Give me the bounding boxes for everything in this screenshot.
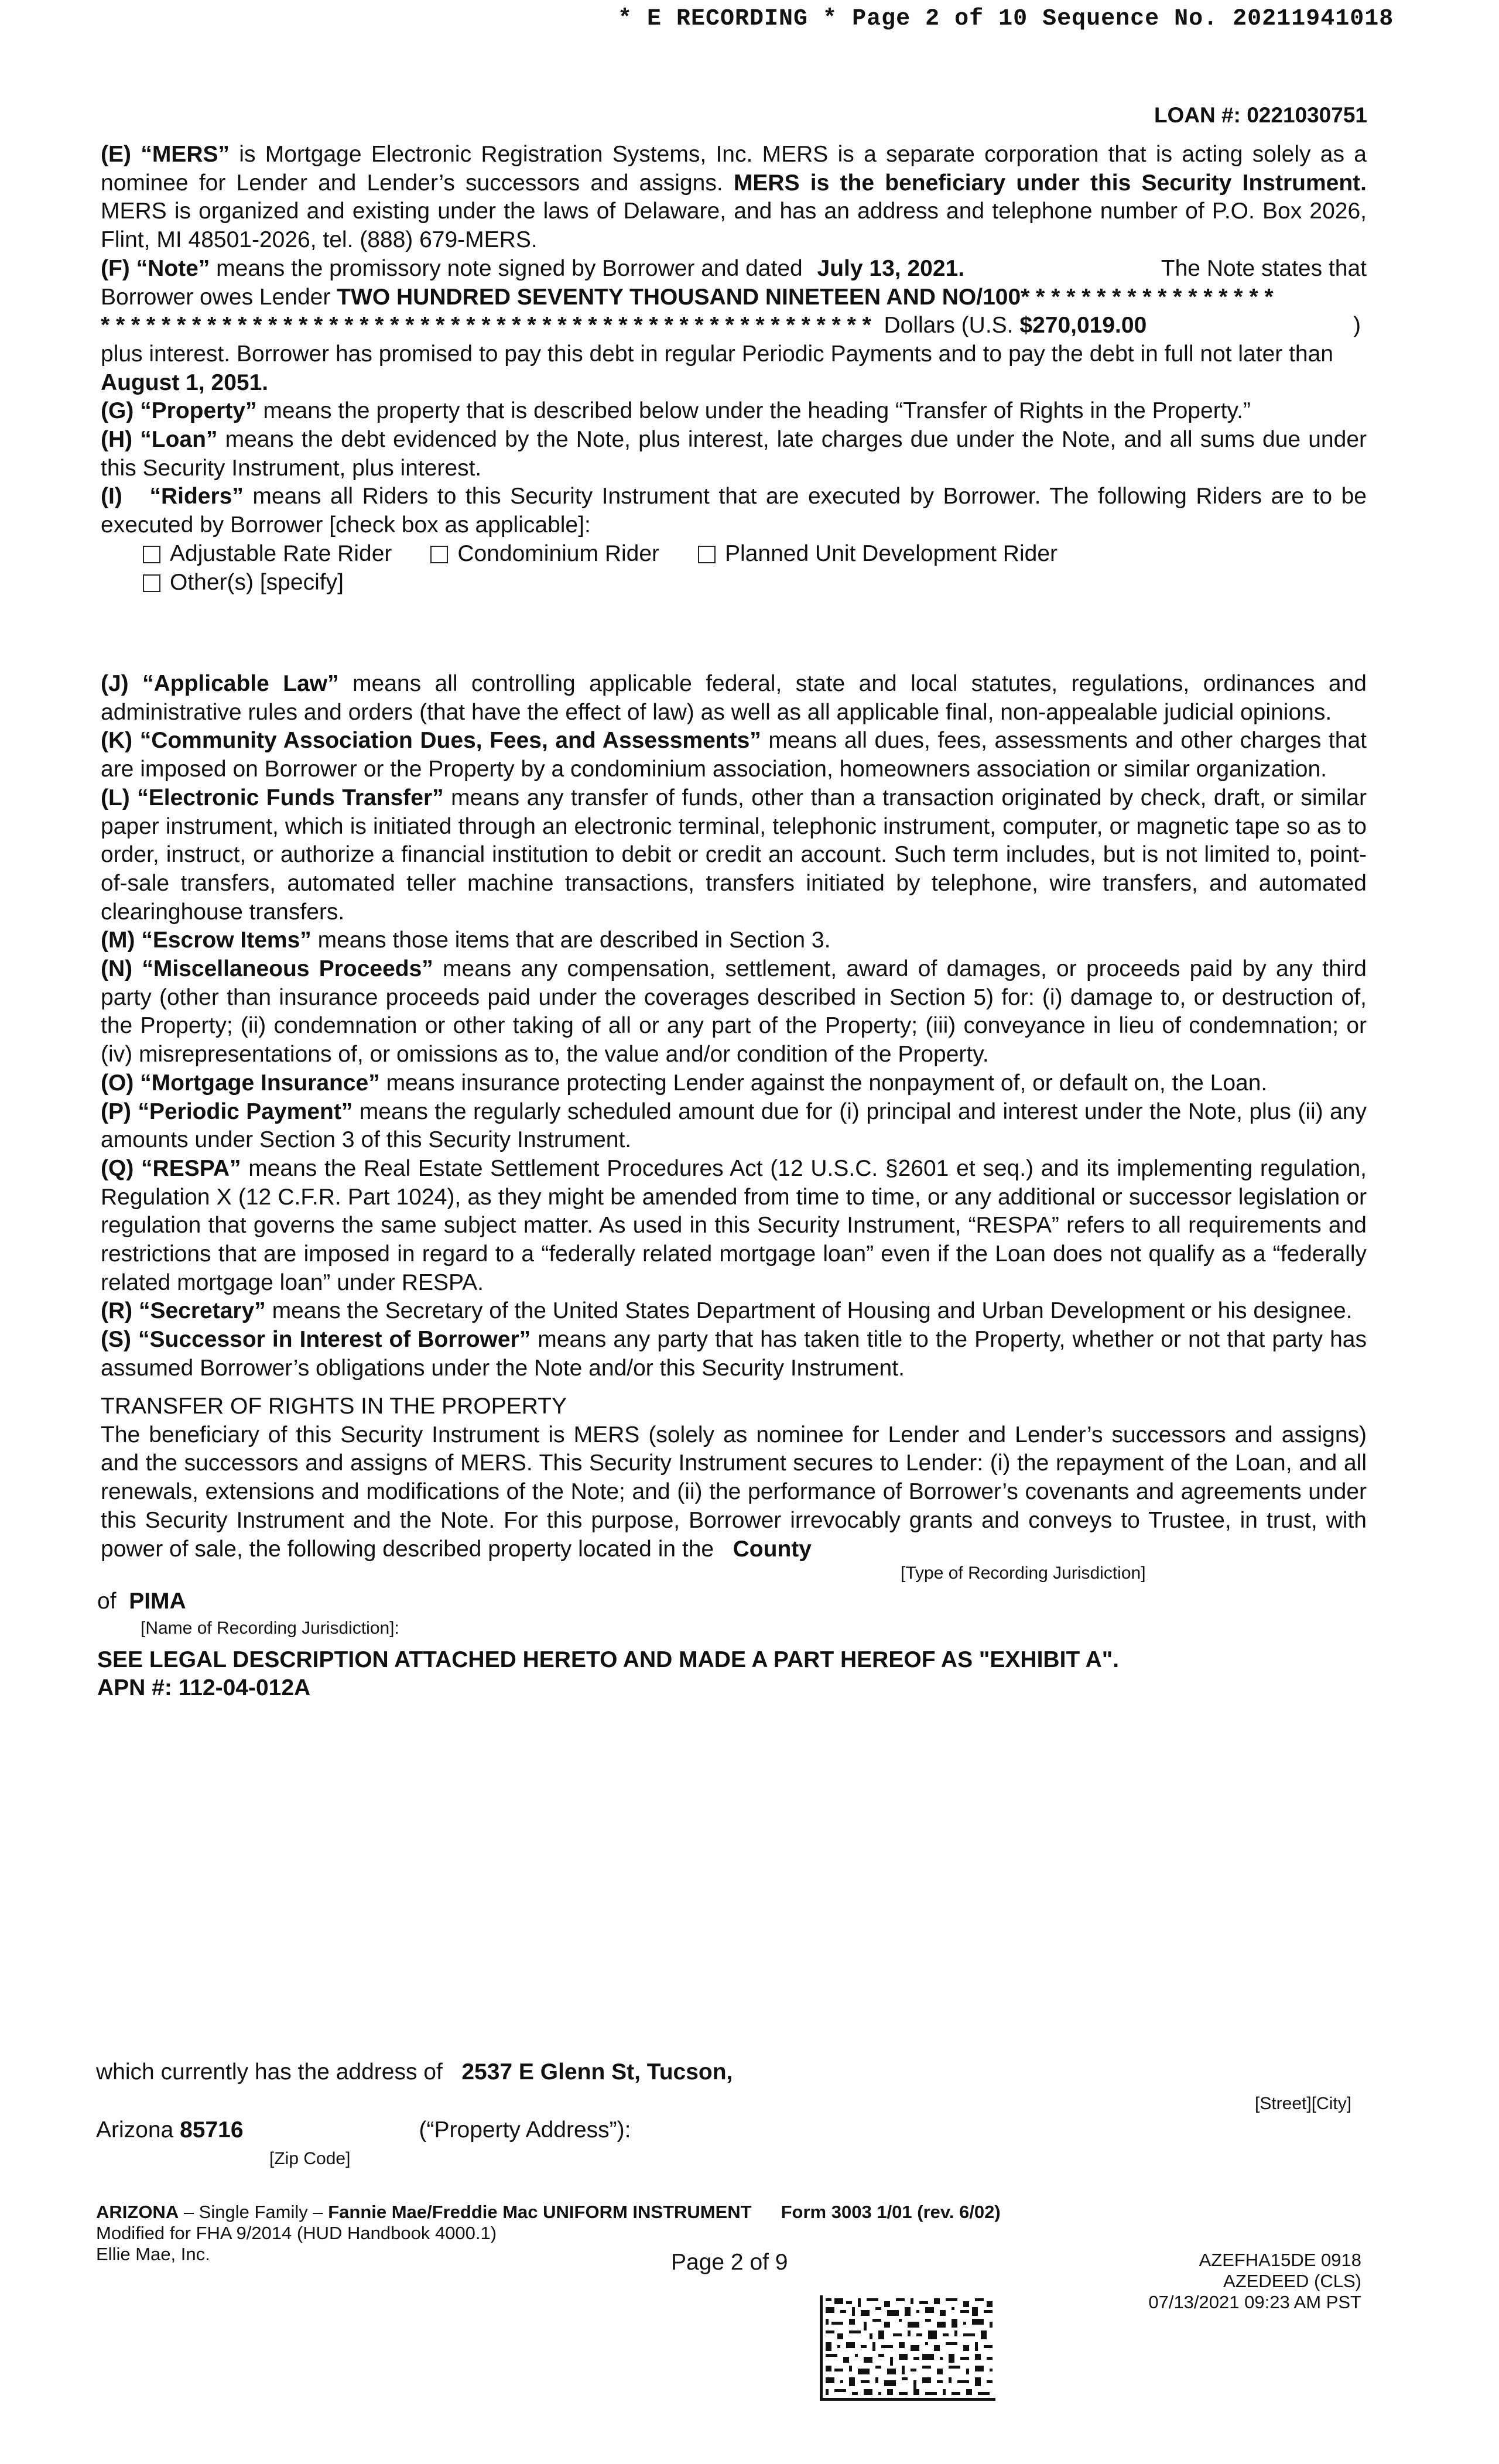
definition-n: (N) “Miscellaneous Proceeds” means any compensation, settlement, award of damages, or proceeds paid by any third party (other than insurance proceeds paid under the coverages described in Section 5) for: (i) damage to, or destruction of, the Property; (ii) condemnation or other taking of all or any part of the Property; (iii) conveyance in lieu of condemnation; or (iv) misrepresentations of, or omissions as to, the value and/or condition of the Property. [101,956,1367,1067]
jurisdiction-name-label: [Name of Recording Jurisdiction]: [141,1618,399,1638]
definition-q: (Q) “RESPA” means the Real Estate Settlement Procedures Act (12 U.S.C. §2601 et seq.) and its implementing regulation, Regulation X (12 C.F.R. Part 1024), as they might be amended from time to time, or any additional or successor legislation or regulation that governs the same subject matter. As used in this Security Instrument, “RESPA” refers to all requirements and restrictions that are imposed in regard to a “federally related mortgage loan” even if the Loan does not qualify as a “federally related mortgage loan” under RESPA. [101,1155,1367,1295]
recording-header: * E RECORDING * Page 2 of 10 Sequence No. 20211941018 [618,6,1394,32]
definition-m: (M) “Escrow Items” means those items that are described in Section 3. [101,928,831,953]
riders-checklist [101,540,1367,597]
transfer-section [101,1392,1367,1563]
zip-code-label: [Zip Code] [269,2149,351,2168]
rider-condominium[interactable]: Condominium Rider [430,540,659,569]
definition-g: (G) “Property” means the property that is described below under the heading “Transfer of Rights in the Property.” [101,398,1251,424]
definition-i: (I) “Riders” means all Riders to this Security Instrument that are executed by Borrower. The following Riders are to be executed by Borrower [check box as applicable]: [101,484,1367,538]
definition-k: (K) “Community Association Dues, Fees, and Assessments” means all dues, fees, assessments and other charges that are imposed on Borrower or the Property by a condominium association, homeowners association or similar organization. [101,728,1367,782]
checkbox-icon[interactable] [698,546,716,563]
definition-p: (P) “Periodic Payment” means the regularly scheduled amount due for (i) principal and interest under the Note, plus (ii) any amounts under Section 3 of this Security Instrument. [101,1098,1367,1153]
jurisdiction-of: of PIMA [97,1589,186,1614]
rider-adjustable[interactable]: Adjustable Rate Rider [143,540,392,569]
definition-r: (R) “Secretary” means the Secretary of the United States Department of Housing and Urban Development or his designee. [101,1298,1353,1324]
street-city-label: [Street][City] [1255,2094,1352,2113]
legal-description: SEE LEGAL DESCRIPTION ATTACHED HERETO AND MADE A PART HEREOF AS "EXHIBIT A". APN #: 112-04-012A [97,1646,1119,1702]
page-number: Page 2 of 9 [671,2250,788,2275]
definition-h: (H) “Loan” means the debt evidenced by the Note, plus interest, late charges due under the Note, and all sums due under this Security Instrument, plus interest. [101,427,1367,481]
apn-number: APN #: 112-04-012A [97,1675,311,1700]
transfer-heading: TRANSFER OF RIGHTS IN THE PROPERTY [101,1394,567,1419]
footer-codes: AZEFHA15DE 0918 AZEDEED (CLS) 07/13/2021 09:23 AM PST [1148,2250,1361,2312]
footer-left: ARIZONA – Single Family – Fannie Mae/Freddie Mac UNIFORM INSTRUMENT Form 3003 1/01 (rev. 6/02) Modified for FHA 9/2014 (HUD Handbook 4000.1) Ellie Mae, Inc. [96,2202,1001,2264]
loan-number: LOAN #: 0221030751 [1154,103,1367,127]
rider-other[interactable]: Other(s) [specify] [143,569,344,597]
address-line: which currently has the address of 2537 E Glenn St, Tucson, [96,2059,733,2085]
definitions-top [101,141,1367,597]
definition-o: (O) “Mortgage Insurance” means insurance protecting Lender against the nonpayment of, or default on, the Loan. [101,1070,1268,1096]
jurisdiction-type-label: [Type of Recording Jurisdiction] [901,1563,1146,1583]
definition-l: (L) “Electronic Funds Transfer” means any transfer of funds, other than a transaction originated by check, draft, or similar paper instrument, which is initiated through an electronic terminal, telephonic instrument, computer, or magnetic tape so as to order, instruct, or authorize a financial institution to debit or credit an account. Such term includes, but is not limited to, point-of-sale transfers, automated teller machine transactions, transfers initiated by telephone, wire transfers, and automated clearinghouse transfers. [101,785,1367,925]
checkbox-icon[interactable] [143,574,160,592]
definition-s: (S) “Successor in Interest of Borrower” means any party that has taken title to the Property, whether or not that party has assumed Borrower’s obligations under the Note and/or this Security Instrument. [101,1327,1367,1381]
rider-pud[interactable]: Planned Unit Development Rider [698,540,1057,569]
checkbox-icon[interactable] [430,546,448,563]
definition-e: (E) “MERS” is Mortgage Electronic Registration Systems, Inc. MERS is a separate corporation that is acting solely as a nominee for Lender and Lender’s successors and assigns. MERS is the beneficiary under this Security Instrument. MERS is organized and existing under the laws of Delaware, and has an address and telephone number of P.O. Box 2026, Flint, MI 48501-2026, tel. (888) 679-MERS. [101,142,1367,253]
checkbox-icon[interactable] [143,546,160,563]
definition-j: (J) “Applicable Law” means all controlling applicable federal, state and local statutes, regulations, ordinances and administrative rules and orders (that have the effect of law) as well as all applicable final, non-appealable judicial opinions. [101,671,1367,725]
state-zip-line: Arizona 85716 (“Property Address”): [96,2117,631,2143]
barcode-icon [820,2295,995,2401]
definitions-bottom [101,670,1367,1383]
definition-f: (F) “Note” means the promissory note signed by Borrower and dated July 13, 2021. The Note states that Borrower owes Lender TWO HUNDRED SEVENTY THOUSAND NINETEEN AND NO/100* * * * * * * * * * * * * * * * * * * * * * * * * * * * * * * * * * * * * * * * * * * * * * * * * * * * * * * * * * * * * * * * * * * * Dollars (U.S. $270,019.00 ) plus interest. Borrower has promised to pay this debt in regular Periodic Payments and to pay the debt in full not later than August 1, 2051. [101,255,1367,395]
transfer-text: The beneficiary of this Security Instrument is MERS (solely as nominee for Lender and Lender’s successors and assigns) and the successors and assigns of MERS. This Security Instrument secures to Lender: (i) the repayment of the Loan, and all renewals, extensions and modifications of the Note; and (ii) the performance of Borrower’s covenants and agreements under this Security Instrument and the Note. For this purpose, Borrower irrevocably grants and conveys to Trustee, in trust, with power of sale, the following described property located in the County [101,1422,1367,1562]
